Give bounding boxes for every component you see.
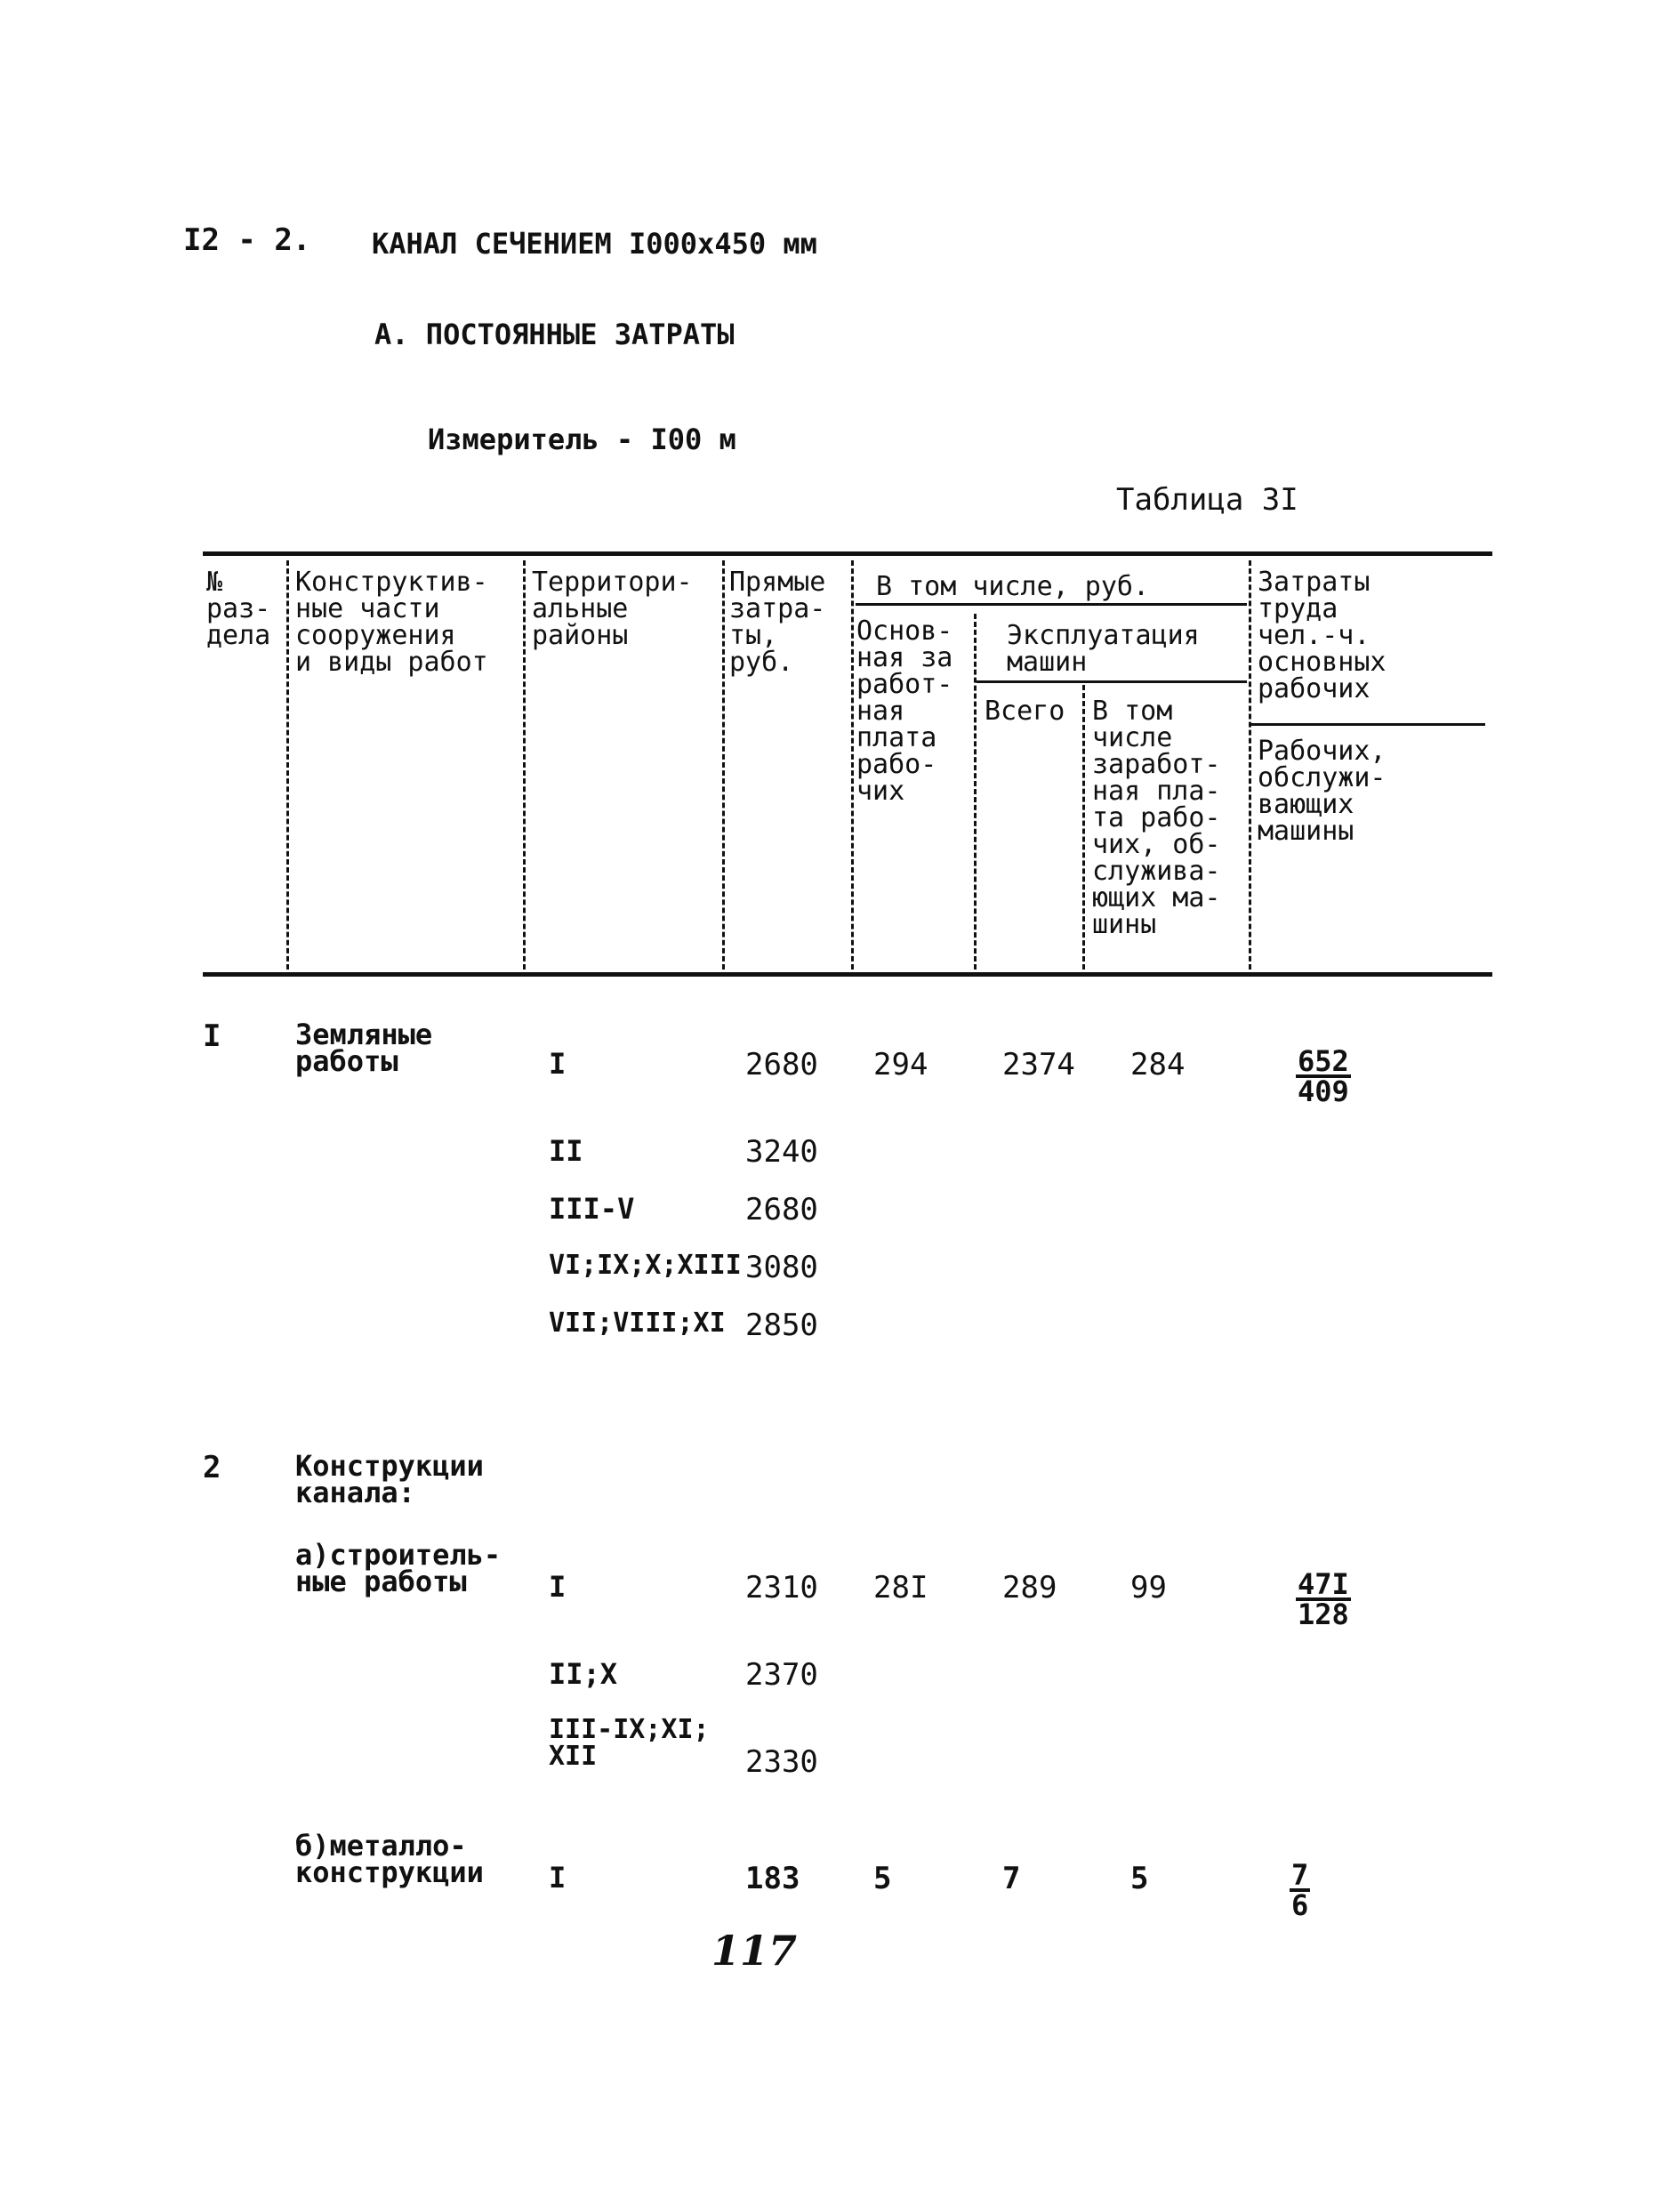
row-region: I xyxy=(549,1047,567,1081)
row-work-name: Конструкции канала: xyxy=(295,1449,484,1509)
row-direct-cost: 2680 xyxy=(745,1047,818,1082)
row-labor-fraction xyxy=(1296,1567,1351,1631)
header-machines-total: Всего xyxy=(985,696,1065,727)
row-region: I xyxy=(549,1570,567,1604)
row-region: VI;IX;X;XIII xyxy=(549,1250,742,1281)
row-machines-total: 7 xyxy=(1002,1861,1021,1896)
col-divider-5 xyxy=(974,614,977,970)
row-machines-wage: 284 xyxy=(1130,1047,1186,1082)
group-incl-rule xyxy=(856,603,1247,606)
row-labor-fraction xyxy=(1290,1858,1310,1922)
row-machines-wage: 5 xyxy=(1130,1861,1149,1896)
header-labor-machine-workers: Рабочих, обслужи- вающих машины xyxy=(1258,736,1387,847)
col-divider-7 xyxy=(1249,560,1251,970)
header-machines-wage: В том числе заработ- ная пла- та рабо- чих, об- служива- ющих ма- шины xyxy=(1092,696,1221,940)
table-header-bottom-rule xyxy=(203,972,1492,977)
measure-unit: Измеритель - I00 м xyxy=(428,422,736,456)
table-label: Таблица 3I xyxy=(1116,482,1298,518)
section-number: I2 - 2. xyxy=(183,222,311,258)
header-section-number: № раз- дела xyxy=(206,567,271,651)
row-machines-total: 289 xyxy=(1002,1570,1057,1605)
labor-main-value: 7 xyxy=(1291,1858,1309,1892)
row-region: III-V xyxy=(549,1192,635,1226)
row-section-number: 2 xyxy=(203,1450,221,1485)
col-divider-6 xyxy=(1082,685,1085,970)
header-labor-costs: Затраты труда чел.-ч. основных рабочих xyxy=(1258,567,1387,704)
row-subwork-name: б)металло- конструкции xyxy=(295,1829,484,1889)
row-region: III-IX;XI; XII xyxy=(549,1714,710,1772)
labor-machine-value: 6 xyxy=(1291,1888,1309,1922)
row-region: II xyxy=(549,1134,583,1168)
row-direct-cost: 2680 xyxy=(745,1192,818,1227)
row-labor-fraction xyxy=(1296,1044,1351,1108)
row-subwork-name: а)строитель- ные работы xyxy=(295,1538,502,1598)
table-top-rule xyxy=(203,551,1492,556)
row-machines-total: 2374 xyxy=(1002,1047,1075,1082)
row-direct-cost: 183 xyxy=(745,1861,800,1896)
row-section-number: I xyxy=(203,1018,221,1054)
row-base-wage: 294 xyxy=(873,1047,928,1082)
labor-main-value: 652 xyxy=(1298,1044,1349,1078)
row-region: VII;VIII;XI xyxy=(549,1308,726,1339)
col-divider-3 xyxy=(722,560,725,970)
page-number: 117 xyxy=(711,1927,798,1975)
labor-machine-value: 409 xyxy=(1298,1074,1349,1108)
col-divider-1 xyxy=(286,560,289,970)
row-region: II;X xyxy=(549,1657,618,1691)
row-work-name: Земляные работы xyxy=(295,1018,433,1078)
header-group-including: В том числе, руб. xyxy=(876,571,1150,602)
document-subtitle: А. ПОСТОЯННЫЕ ЗАТРАТЫ xyxy=(374,318,735,351)
header-structural-parts: Конструктив- ные части сооружения и виды работ xyxy=(295,567,488,678)
document-title: КАНАЛ СЕЧЕНИЕМ I000х450 мм xyxy=(372,227,817,261)
col-divider-4 xyxy=(851,560,854,970)
header-group-machines: Эксплуатация машин xyxy=(1007,620,1200,678)
header-regions: Территори- альные районы xyxy=(532,567,693,651)
row-direct-cost: 2330 xyxy=(745,1744,818,1780)
row-direct-cost: 2370 xyxy=(745,1657,818,1693)
labor-main-value: 47I xyxy=(1298,1567,1349,1601)
row-direct-cost: 3240 xyxy=(745,1134,818,1170)
row-direct-cost: 2310 xyxy=(745,1570,818,1605)
col-divider-2 xyxy=(523,560,526,970)
labor-split-rule xyxy=(1250,723,1485,726)
row-machines-wage: 99 xyxy=(1130,1570,1167,1605)
row-direct-cost: 3080 xyxy=(745,1250,818,1285)
header-base-wage: Основ- ная за работ- ная плата рабо- чих xyxy=(856,616,953,807)
row-region: I xyxy=(549,1861,567,1895)
row-base-wage: 28I xyxy=(873,1570,928,1605)
labor-machine-value: 128 xyxy=(1298,1597,1349,1631)
row-direct-cost: 2850 xyxy=(745,1308,818,1343)
group-machines-rule xyxy=(977,680,1247,683)
row-base-wage: 5 xyxy=(873,1861,892,1896)
header-direct-costs: Прямые затра- ты, руб. xyxy=(729,567,826,678)
